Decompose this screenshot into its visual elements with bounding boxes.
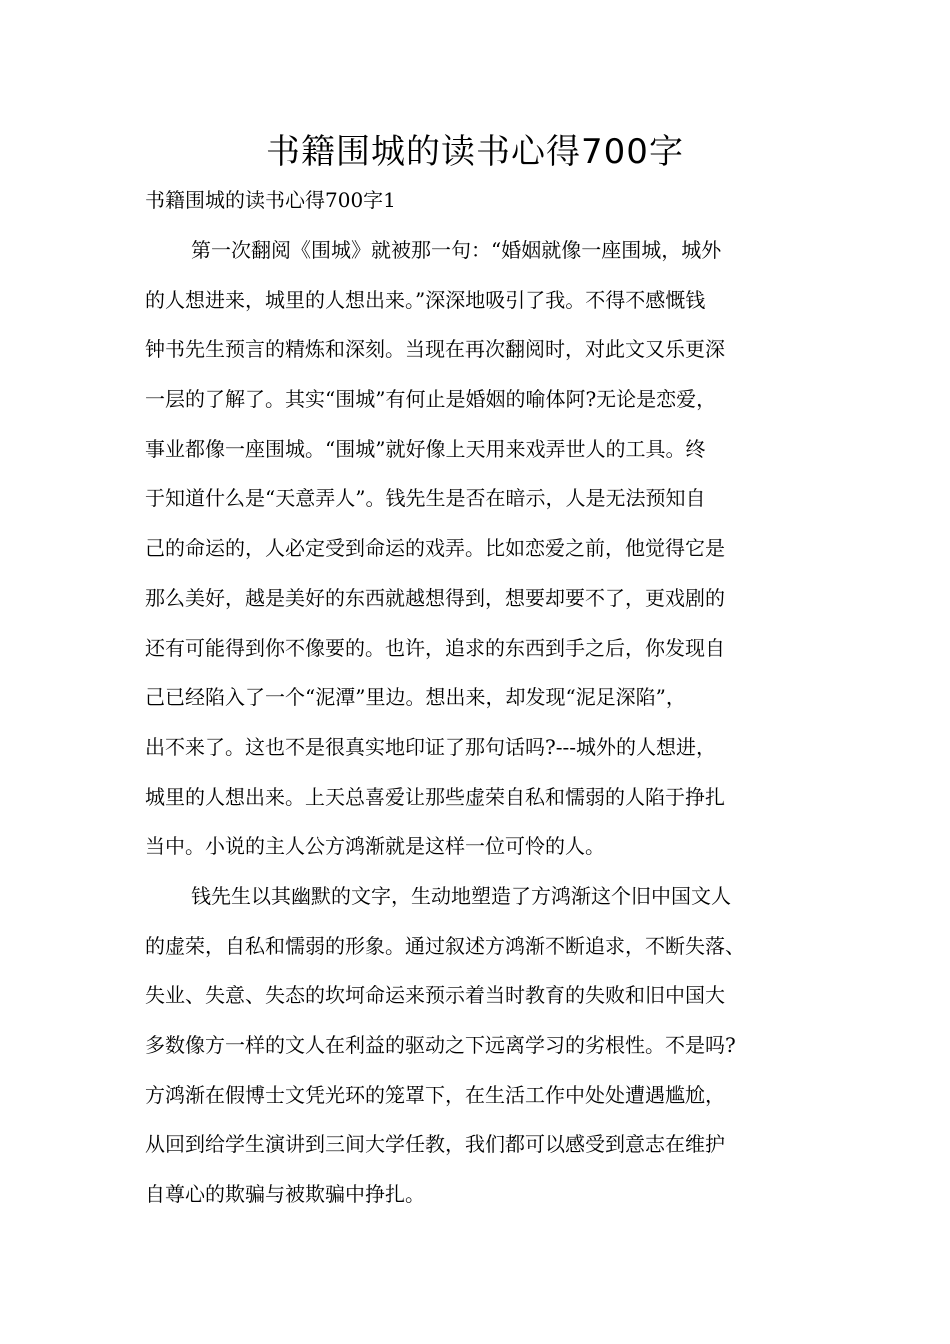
paragraph-line: 自尊心的欺骗与被欺骗中挣扎。 — [145, 1182, 425, 1207]
paragraph-1 — [145, 226, 825, 872]
paragraph-line: 于知道什么是“天意弄人”。钱先生是否在暗示，人是无法预知自 — [145, 486, 706, 511]
paragraph-line: 还有可能得到你不像要的。也许，追求的东西到手之后，你发现自 — [145, 635, 725, 660]
paragraph-line: 钟书先生预言的精炼和深刻。当现在再次翻阅时，对此文又乐更深 — [145, 337, 725, 362]
paragraph-line: 一层的了解了。其实“围城”有何止是婚姻的喻体阿?无论是恋爱， — [145, 387, 717, 412]
paragraph-line: 当中。小说的主人公方鸿渐就是这样一位可怜的人。 — [145, 834, 605, 859]
paragraph-2 — [145, 872, 825, 1220]
paragraph-line: 失业、失意、失态的坎坷命运来预示着当时教育的失败和旧中国大 — [145, 983, 725, 1008]
document-title: 书籍围城的读书心得700字 — [266, 132, 684, 172]
paragraph-line: 第一次翻阅《围城》就被那一句：“婚姻就像一座围城，城外 — [191, 238, 722, 262]
paragraph-line: 钱先生以其幽默的文字，生动地塑造了方鸿渐这个旧中国文人 — [191, 884, 731, 908]
paragraph-line: 从回到给学生演讲到三间大学任教，我们都可以感受到意志在维护 — [145, 1132, 725, 1157]
paragraph-line: 城里的人想出来。上天总喜爱让那些虚荣自私和懦弱的人陷于挣扎 — [145, 784, 725, 809]
paragraph-line: 方鸿渐在假博士文凭光环的笼罩下，在生活工作中处处遭遇尴尬， — [145, 1082, 725, 1107]
paragraph-line: 的虚荣，自私和懦弱的形象。通过叙述方鸿渐不断追求，不断失落、 — [145, 933, 745, 958]
paragraph-line: 多数像方一样的文人在利益的驱动之下远离学习的劣根性。不是吗? — [145, 1033, 736, 1058]
paragraph-line: 事业都像一座围城。“围城”就好像上天用来戏弄世人的工具。终 — [145, 436, 706, 461]
paragraph-line: 那么美好，越是美好的东西就越想得到，想要却要不了，更戏剧的 — [145, 585, 725, 610]
paragraph-line: 的人想进来，城里的人想出来。”深深地吸引了我。不得不感慨钱 — [145, 287, 706, 312]
paragraph-line: 出不来了。这也不是很真实地印证了那句话吗?---城外的人想进， — [145, 734, 716, 759]
paragraph-line: 己已经陷入了一个“泥潭”里边。想出来，却发现“泥足深陷”， — [145, 685, 686, 710]
section-heading: 书籍围城的读书心得700字1 — [145, 188, 396, 212]
paragraph-line: 己的命运的，人必定受到命运的戏弄。比如恋爱之前，他觉得它是 — [145, 536, 725, 561]
